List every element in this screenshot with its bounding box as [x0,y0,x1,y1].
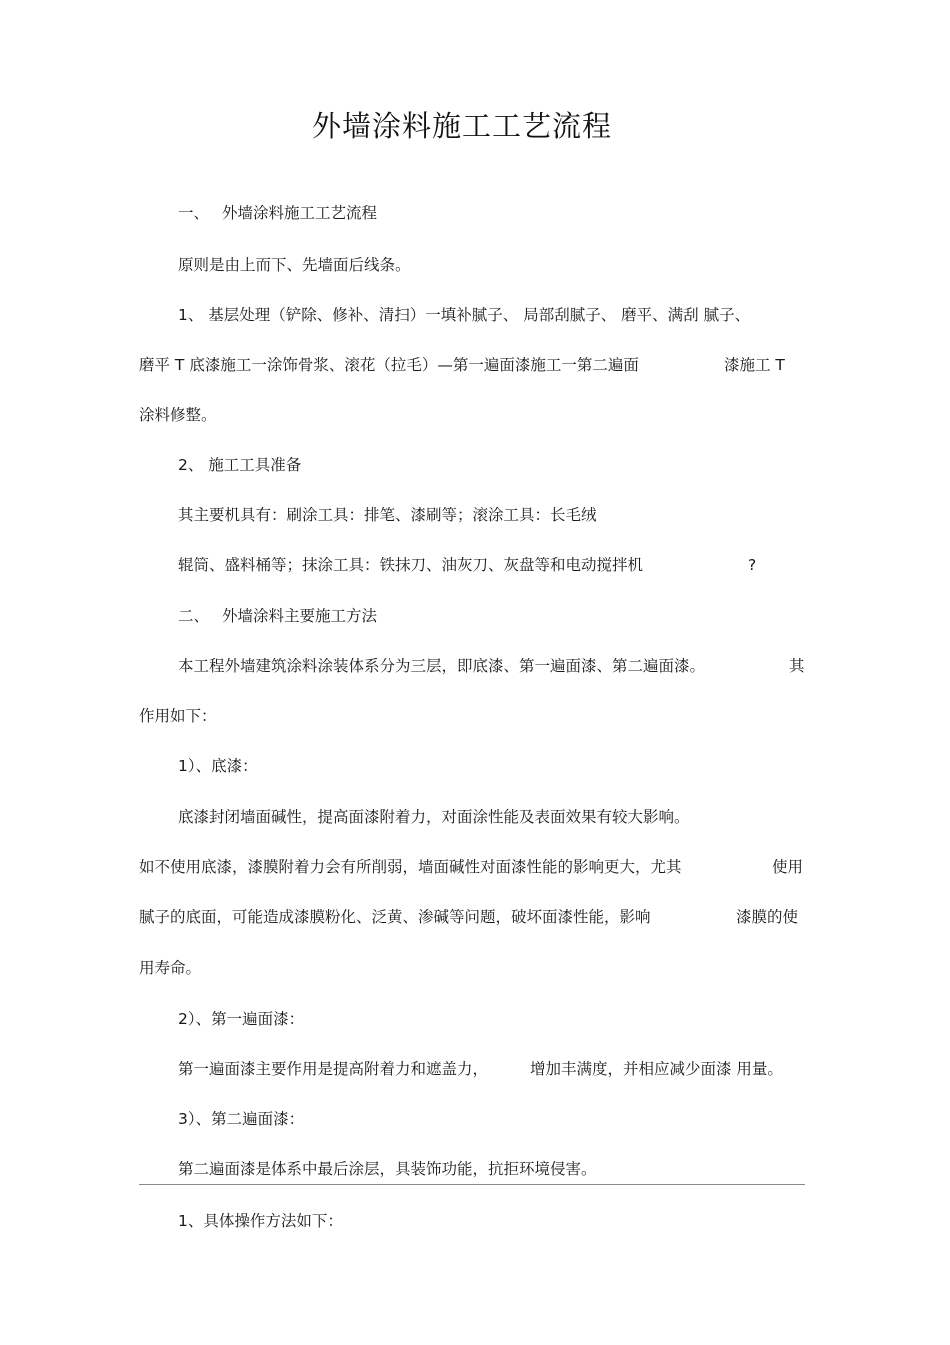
document-title: 外墙涂料施工工艺流程 [311,109,612,143]
subsection-heading: 3）、第二遍面漆： [178,1110,305,1128]
paragraph-line: 底漆封闭墙面碱性，提高面漆附着力，对面涂性能及表面效果有较大影响。 [178,808,690,826]
paragraph-line: 第一遍面漆主要作用是提高附着力和遮盖力， [178,1060,489,1078]
horizontal-rule [139,1184,805,1185]
paragraph-line: 漆膜的使 [736,908,799,926]
paragraph-line: 其 [789,657,805,675]
paragraph-line: 辊筒、盛料桶等；抹涂工具：铁抹刀、油灰刀、灰盘等和电动搅拌机 [178,556,644,574]
subsection-heading: 1、具体操作方法如下： [178,1212,343,1230]
subsection-heading: 2、 施工工具准备 [178,456,302,474]
paragraph-line: 第二遍面漆是体系中最后涂层，具装饰功能，抗拒环境侵害。 [178,1160,597,1178]
paragraph-line: 腻子的底面，可能造成漆膜粉化、泛黄、渗碱等问题，破坏面漆性能，影响 [139,908,651,926]
section-heading: 外墙涂料施工工艺流程 [222,204,378,222]
paragraph-line: 原则是由上而下、先墙面后线条。 [178,256,411,274]
paragraph-line: 1、 基层处理（铲除、修补、清扫）一填补腻子、 局部刮腻子、 磨平、满刮 腻子、 [178,306,751,324]
paragraph-line: 用寿命。 [139,959,202,977]
paragraph-line: 漆施工 T [724,356,785,374]
section-number: 二、 [178,607,210,625]
subsection-heading: 1）、底漆： [178,757,258,775]
paragraph-line: ? [748,556,757,574]
paragraph-line: 增加丰满度，并相应减少面漆 用量。 [530,1060,783,1078]
paragraph-line: 磨平 T 底漆施工一涂饰骨浆、滚花（拉毛）—第一遍面漆施工一第二遍面 [139,356,639,374]
section-heading: 外墙涂料主要施工方法 [222,607,378,625]
paragraph-line: 其主要机具有：刷涂工具：排笔、漆刷等；滚涂工具：长毛绒 [178,506,597,524]
section-number: 一、 [178,204,210,222]
paragraph-line: 作用如下： [139,707,217,725]
paragraph-line: 本工程外墙建筑涂料涂装体系分为三层，即底漆、第一遍面漆、第二遍面漆。 [178,657,706,675]
subsection-heading: 2）、第一遍面漆： [178,1010,305,1028]
paragraph-line: 涂料修整。 [139,406,217,424]
paragraph-line: 使用 [772,858,804,876]
paragraph-line: 如不使用底漆，漆膜附着力会有所削弱，墙面碱性对面漆性能的影响更大，尤其 [139,858,682,876]
